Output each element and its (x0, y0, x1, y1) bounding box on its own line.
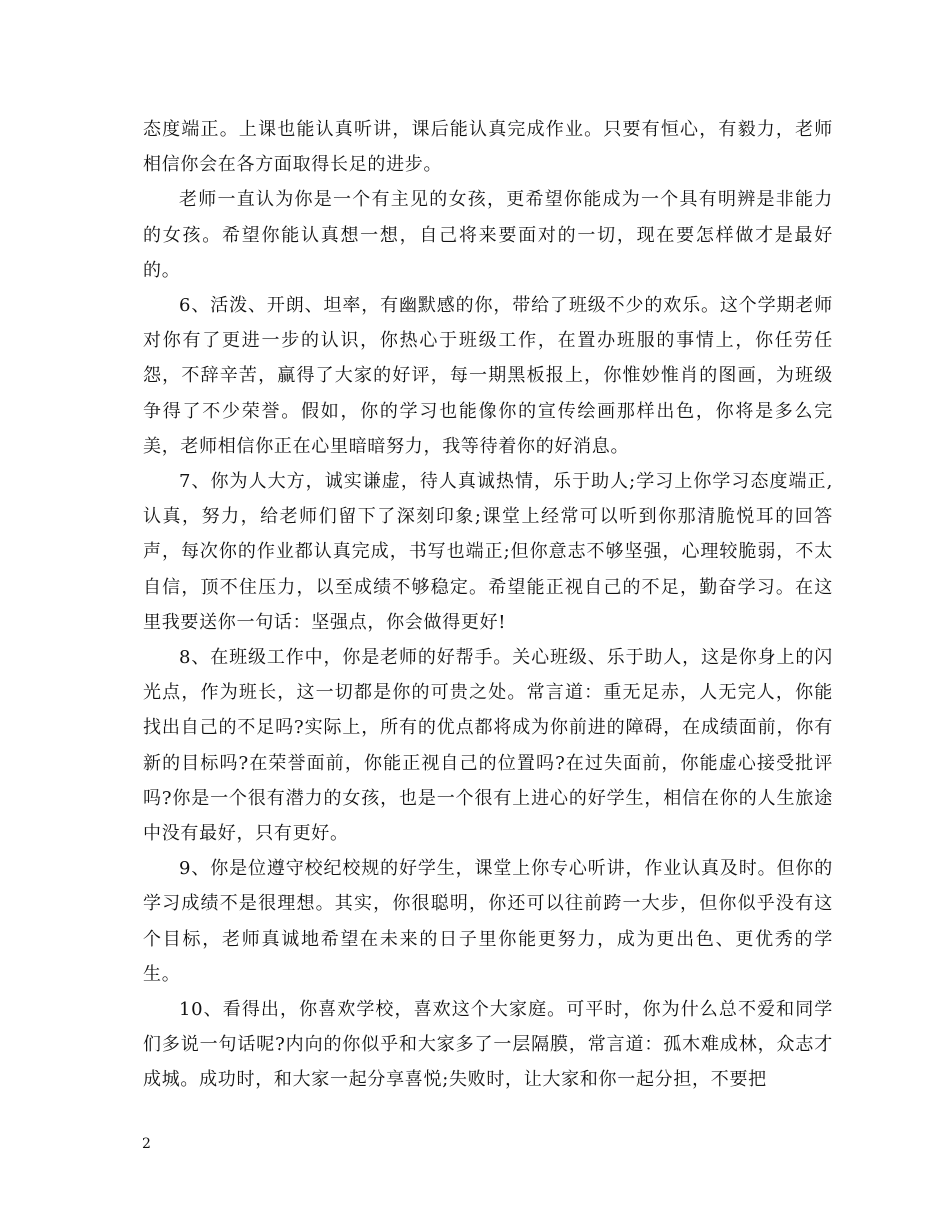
paragraph-comment-7: 7、你为人大方，诚实谦虚，待人真诚热情，乐于助人;学习上你学习态度端正,认真，努力，给老师们留下了深刻印象;课堂上经常可以听到你那清脆悦耳的回答声，每次你的作业都认真完成，书写也端正;但你意志不够坚强，心理较脆弱，不太自信，顶不住压力，以至成绩不够稳定。希望能正视自己的不足，勤奋学习。在这里我要送你一句话：坚强点，你会做得更好! (143, 471, 833, 633)
paragraph-comment-10: 10、看得出，你喜欢学校，喜欢这个大家庭。可平时，你为什么总不爱和同学们多说一句话呢?内向的你似乎和大家多了一层隔膜，常言道：孤木难成林，众志才成城。成功时，和大家一起分享喜悦;失败时，让大家和你一起分担，不要把 (143, 999, 833, 1091)
paragraph-continuation: 态度端正。上课也能认真听讲，课后能认真完成作业。只要有恒心，有毅力，老师相信你会在各方面取得长足的进步。 (143, 119, 833, 176)
paragraph-comment-8: 8、在班级工作中，你是老师的好帮手。关心班级、乐于助人，这是你身上的闪光点，作为班长，这一切都是你的可贵之处。常言道：重无足赤，人无完人，你能找出自己的不足吗?实际上，所有的优点都将成为你前进的障碍，在成绩面前，你有新的目标吗?在荣誉面前，你能正视自己的位置吗?在过失面前，你能虚心接受批评吗?你是一个很有潜力的女孩，也是一个很有上进心的好学生，相信在你的人生旅途中没有最好，只有更好。 (143, 647, 833, 845)
paragraph-comment-6: 6、活泼、开朗、坦率，有幽默感的你，带给了班级不少的欢乐。这个学期老师对你有了更进一步的认识，你热心于班级工作，在置办班服的事情上，你任劳任怨，不辞辛苦，赢得了大家的好评，每一期黑板报上，你惟妙惟肖的图画，为班级争得了不少荣誉。假如，你的学习也能像你的宣传绘画那样出色，你将是多么完美，老师相信你正在心里暗暗努力，我等待着你的好消息。 (143, 295, 833, 457)
body-text (143, 112, 833, 1098)
paragraph-comment-9: 9、你是位遵守校纪校规的好学生，课堂上你专心听讲，作业认真及时。但你的学习成绩不是很理想。其实，你很聪明，你还可以往前跨一大步，但你似乎没有这个目标，老师真诚地希望在未来的日子里你能更努力，成为更出色、更优秀的学生。 (143, 858, 833, 985)
page-number: 2 (142, 1136, 151, 1152)
paragraph-comment-intro: 老师一直认为你是一个有主见的女孩，更希望你能成为一个具有明辨是非能力的女孩。希望你能认真想一想，自己将来要面对的一切，现在要怎样做才是最好的。 (143, 189, 833, 281)
